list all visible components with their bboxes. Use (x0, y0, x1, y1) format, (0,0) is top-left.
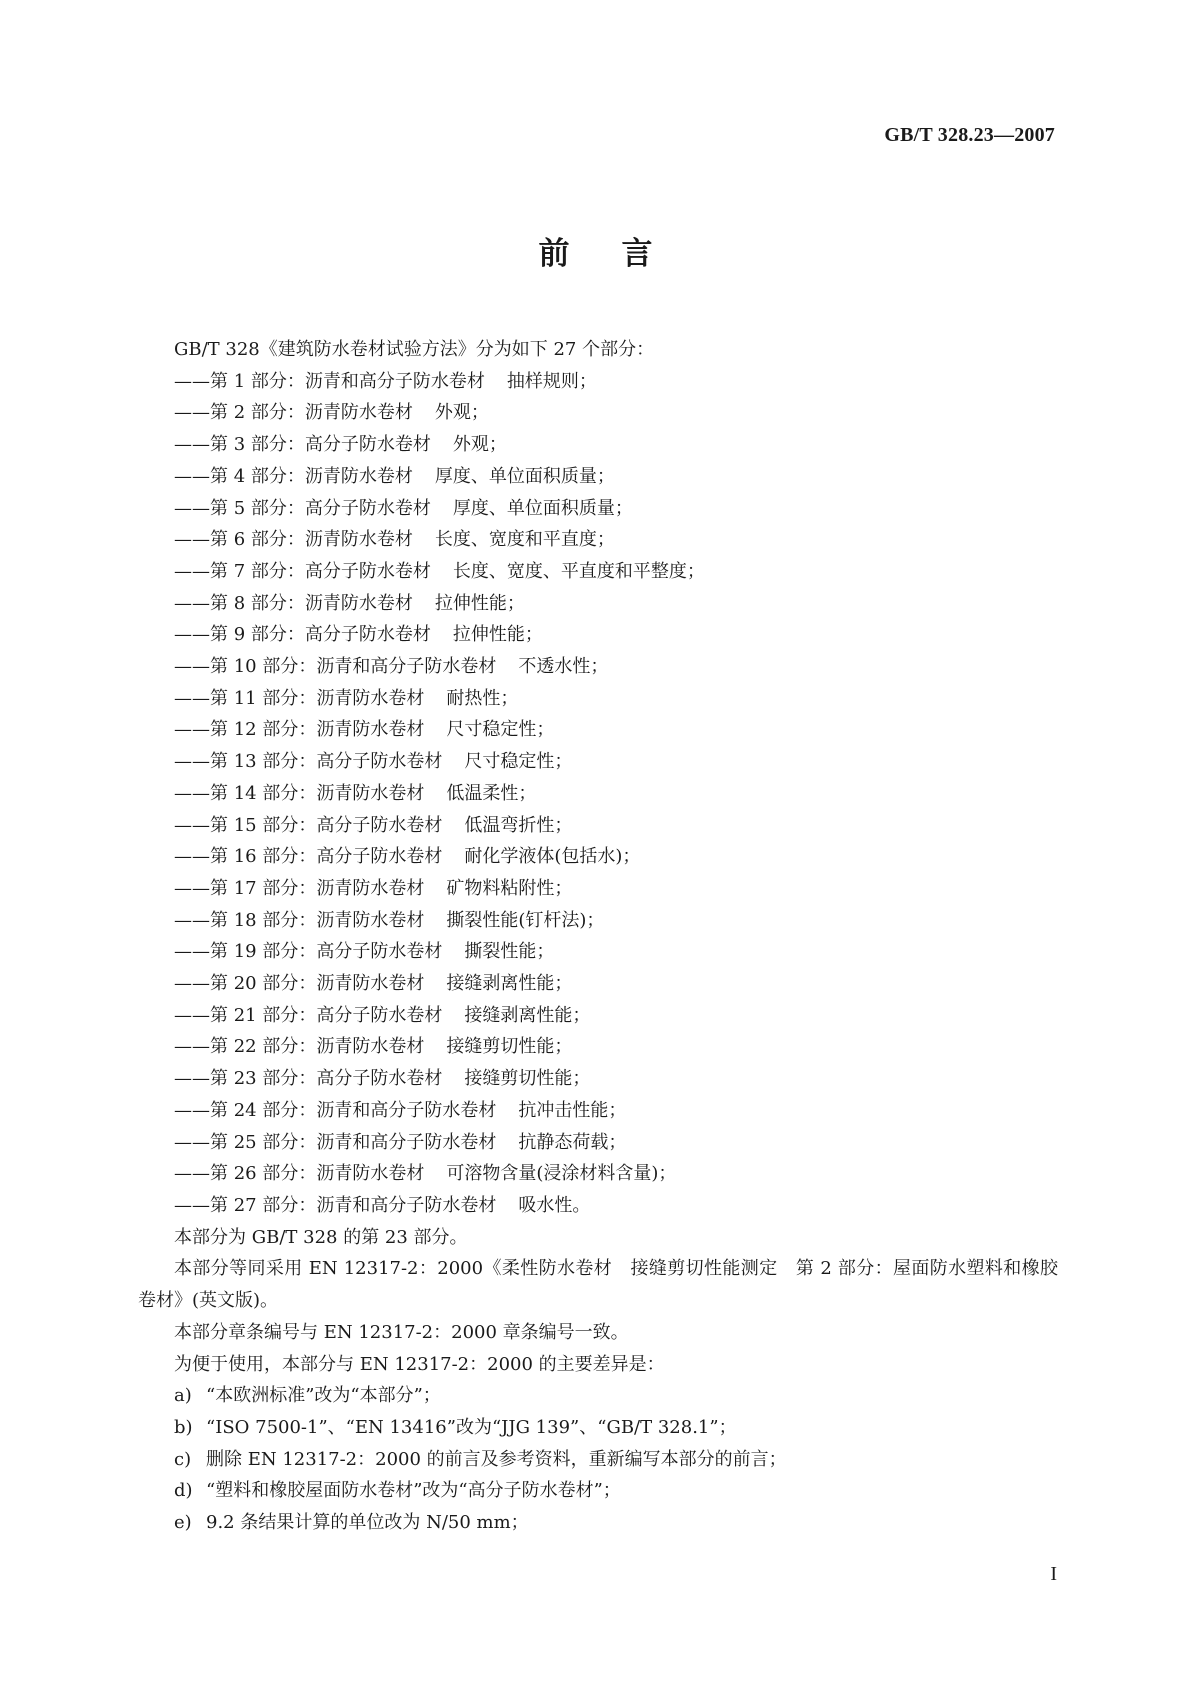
part-label: ——第 17 部分：沥青防水卷材 (174, 877, 425, 899)
list-item (138, 1031, 1058, 1063)
difference-text: 9.2 条结果计算的单位改为 N/50 mm； (206, 1512, 529, 1534)
part-label: ——第 13 部分：高分子防水卷材 (174, 751, 443, 773)
part-label: ——第 10 部分：沥青和高分子防水卷材 (174, 656, 497, 678)
part-label: ——第 16 部分：高分子防水卷材 (174, 846, 443, 868)
list-item (138, 810, 1058, 842)
part-topic: 厚度、单位面积质量； (452, 497, 633, 519)
standard-number: GB/T 328.23—2007 (884, 124, 1055, 146)
list-item (138, 493, 1058, 525)
part-topic: 撕裂性能(钉杆法)； (446, 909, 605, 931)
list-marker: d) (174, 1480, 193, 1502)
part-label: ——第 20 部分：沥青防水卷材 (174, 973, 425, 995)
list-item (138, 1412, 1058, 1444)
difference-text: “ISO 7500-1”、“EN 13416”改为“JJG 139”、“GB/T 328.1”； (206, 1416, 737, 1438)
part-topic: 可溶物含量(浸涂材料含量)； (446, 1163, 677, 1185)
part-topic: 抗静态荷载； (518, 1131, 627, 1153)
part-topic: 外观； (434, 402, 489, 424)
difference-text: 删除 EN 12317-2：2000 的前言及参考资料，重新编写本部分的前言； (206, 1448, 787, 1470)
part-label: ——第 24 部分：沥青和高分子防水卷材 (174, 1099, 497, 1121)
title-char-2: 言 (621, 236, 653, 272)
list-item (138, 556, 1058, 588)
list-item (138, 397, 1058, 429)
part-label: ——第 2 部分：沥青防水卷材 (174, 402, 413, 424)
list-item (138, 1507, 1058, 1539)
statement-part: 本部分为 GB/T 328 的第 23 部分。 (174, 1226, 468, 1248)
part-topic: 长度、宽度、平直度和平整度； (452, 560, 705, 582)
part-label: ——第 8 部分：沥青防水卷材 (174, 592, 413, 614)
list-item (138, 1158, 1058, 1190)
part-label: ——第 25 部分：沥青和高分子防水卷材 (174, 1131, 497, 1153)
part-topic: 矿物料粘附性； (446, 877, 573, 899)
list-item (138, 429, 1058, 461)
part-topic: 耐化学液体(包括水)； (464, 846, 641, 868)
part-label: ——第 14 部分：沥青防水卷材 (174, 782, 425, 804)
list-item (138, 683, 1058, 715)
page-title (0, 228, 1191, 273)
list-item (138, 1444, 1058, 1476)
part-label: ——第 7 部分：高分子防水卷材 (174, 560, 431, 582)
list-item (138, 873, 1058, 905)
difference-text: “本欧洲标准”改为“本部分”； (206, 1385, 441, 1407)
list-item (138, 968, 1058, 1000)
list-item (138, 778, 1058, 810)
list-item (138, 746, 1058, 778)
list-item (138, 1127, 1058, 1159)
part-label: ——第 26 部分：沥青防水卷材 (174, 1163, 425, 1185)
list-item (138, 588, 1058, 620)
list-item (138, 1380, 1058, 1412)
page-number: I (1050, 1563, 1057, 1585)
title-char-1: 前 (538, 236, 570, 272)
list-marker: a) (174, 1385, 192, 1407)
list-item (138, 1095, 1058, 1127)
part-label: ——第 6 部分：沥青防水卷材 (174, 529, 413, 551)
list-item (138, 1063, 1058, 1095)
list-marker: c) (174, 1448, 192, 1470)
part-topic: 抗冲击性能； (518, 1099, 627, 1121)
list-item (138, 905, 1058, 937)
statement-adopt: 本部分等同采用 EN 12317-2：2000《柔性防水卷材 接缝剪切性能测定 第 2 部分：屋面防水塑料和橡胶卷材》(英文版)。 (138, 1258, 1058, 1312)
part-label: ——第 12 部分：沥青防水卷材 (174, 719, 425, 741)
part-topic: 尺寸稳定性； (464, 751, 573, 773)
part-topic: 拉伸性能； (434, 592, 525, 614)
part-topic: 撕裂性能； (464, 941, 555, 963)
foreword-body (138, 334, 1058, 1539)
part-label: ——第 15 部分：高分子防水卷材 (174, 814, 443, 836)
list-item (138, 936, 1058, 968)
part-topic: 接缝剪切性能； (464, 1068, 591, 1090)
part-topic: 接缝剥离性能； (464, 1004, 591, 1026)
statement-numbering: 本部分章条编号与 EN 12317-2：2000 章条编号一致。 (174, 1321, 629, 1343)
part-label: ——第 3 部分：高分子防水卷材 (174, 434, 431, 456)
part-topic: 尺寸稳定性； (446, 719, 555, 741)
part-topic: 拉伸性能； (452, 624, 543, 646)
part-label: ——第 27 部分：沥青和高分子防水卷材 (174, 1194, 497, 1216)
part-topic: 低温弯折性； (464, 814, 573, 836)
part-topic: 接缝剪切性能； (446, 1036, 573, 1058)
list-marker: e) (174, 1512, 192, 1534)
list-item (138, 1190, 1058, 1222)
part-label: ——第 22 部分：沥青防水卷材 (174, 1036, 425, 1058)
parts-list (138, 366, 1058, 1222)
part-label: ——第 21 部分：高分子防水卷材 (174, 1004, 443, 1026)
part-label: ——第 23 部分：高分子防水卷材 (174, 1068, 443, 1090)
part-topic: 接缝剥离性能； (446, 973, 573, 995)
list-item (138, 619, 1058, 651)
list-item (138, 524, 1058, 556)
part-label: ——第 9 部分：高分子防水卷材 (174, 624, 431, 646)
list-item (138, 1475, 1058, 1507)
part-label: ——第 5 部分：高分子防水卷材 (174, 497, 431, 519)
intro-paragraph: GB/T 328《建筑防水卷材试验方法》分为如下 27 个部分： (174, 339, 655, 360)
list-item (138, 651, 1058, 683)
list-item (138, 1000, 1058, 1032)
statement-differences: 为便于使用，本部分与 EN 12317-2：2000 的主要差异是： (174, 1353, 665, 1375)
part-topic: 厚度、单位面积质量； (434, 465, 615, 487)
list-marker: b) (174, 1416, 193, 1438)
differences-list (138, 1380, 1058, 1539)
list-item (138, 461, 1058, 493)
list-item (138, 841, 1058, 873)
difference-text: “塑料和橡胶屋面防水卷材”改为“高分子防水卷材”； (206, 1480, 621, 1502)
part-label: ——第 11 部分：沥青防水卷材 (174, 687, 425, 709)
part-topic: 抽样规则； (506, 370, 597, 392)
part-topic: 低温柔性； (446, 782, 537, 804)
part-topic: 吸水性。 (518, 1194, 591, 1216)
part-topic: 耐热性； (446, 687, 519, 709)
part-topic: 不透水性； (518, 656, 609, 678)
list-item (138, 366, 1058, 398)
part-label: ——第 18 部分：沥青防水卷材 (174, 909, 425, 931)
part-topic: 外观； (452, 434, 507, 456)
part-label: ——第 4 部分：沥青防水卷材 (174, 465, 413, 487)
part-label: ——第 1 部分：沥青和高分子防水卷材 (174, 370, 485, 392)
part-topic: 长度、宽度和平直度； (434, 529, 615, 551)
part-label: ——第 19 部分：高分子防水卷材 (174, 941, 443, 963)
list-item (138, 714, 1058, 746)
